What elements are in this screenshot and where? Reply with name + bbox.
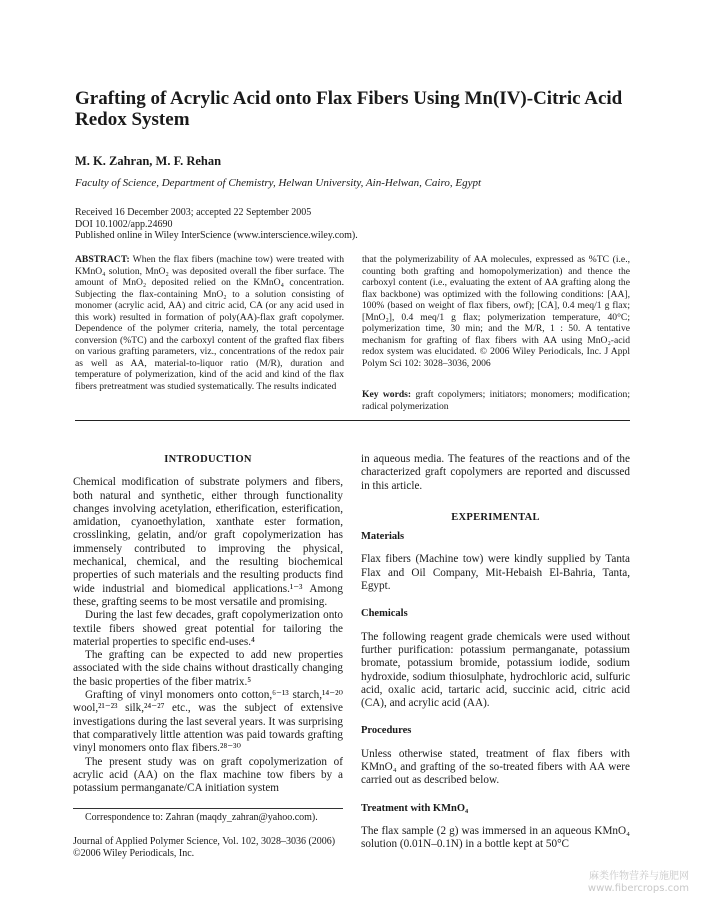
watermark-url: www.fibercrops.com [587, 883, 689, 894]
author-list: M. K. Zahran, M. F. Rehan [75, 154, 222, 168]
intro-paragraph-4: Grafting of vinyl monomers onto cotton,⁶⁻¹³ starch,¹⁴⁻²⁰ wool,²¹⁻²³ silk,²⁴⁻²⁷ etc., was the subject of extensive investigations during the last several years. It was surprising that comparatively little attention was paid towards grafting vinyl monomers onto flax fibers.²⁸⁻³⁰ [73, 689, 343, 755]
keywords-label: Key words: [362, 389, 412, 400]
watermark-chinese: 麻类作物营养与施肥网 [589, 871, 689, 882]
procedures-text: Unless otherwise stated, treatment of flax fibers with KMnO₄ and grafting of the so-treated fibers with AA were carried out as described below. [361, 747, 630, 787]
journal-citation [73, 836, 343, 860]
introduction-heading: INTRODUCTION [164, 454, 252, 465]
right-column [361, 453, 630, 852]
left-column [73, 453, 343, 795]
intro-paragraph-2: During the last few decades, graft copolymerization onto textile fibers showed great potential for tailoring the material properties to specific end-uses.⁴ [73, 609, 343, 648]
materials-text: Flax fibers (Machine tow) were kindly supplied by Tanta Flax and Oil Company, Mit-Hebaish El-Bahria, Tanta, Egypt. [361, 553, 630, 593]
experimental-heading: EXPERIMENTAL [451, 511, 540, 523]
correspondence-note: Correspondence to: Zahran (maqdy_zahran@yahoo.com). [85, 812, 318, 823]
materials-heading: Materials [361, 531, 405, 543]
affiliation: Faculty of Science, Department of Chemistry, Helwan University, Ain-Helwan, Cairo, Egypt [75, 177, 482, 189]
published-line: Published online in Wiley InterScience (www.interscience.wiley.com). [75, 230, 358, 241]
chemicals-heading: Chemicals [361, 608, 408, 620]
journal-line: Journal of Applied Polymer Science, Vol. 102, 3028–3036 (2006) [73, 836, 336, 847]
treatment-heading: Treatment with KMnO₄ [361, 802, 469, 814]
publication-dates [75, 207, 358, 242]
keywords-text: graft copolymers; initiators; monomers; modification; radical polymerization [362, 389, 630, 412]
copyright-line: ©2006 Wiley Periodicals, Inc. [73, 848, 195, 859]
chemicals-text: The following reagent grade chemicals were used without further purification: potassium permanganate, potassium bromate, potassium bromide, potassium iodide, sodium hydroxide, sodium thiosulphate, hydrochloric acid, sulfuric acid, oxalic acid, tartaric acid, succinic acid, citric acid (CA), and acrylic acid (AA). [361, 630, 630, 710]
treatment-text: The flax sample (2 g) was immersed in an aqueous KMnO₄ solution (0.01N–0.1N) in a bottle kept at 50°C [361, 824, 630, 851]
intro-continuation: in aqueous media. The features of the reactions and of the characterized graft copolymers are reported and discussed in this article. [361, 453, 630, 492]
article-title: Grafting of Acrylic Acid onto Flax Fibers Using Mn(IV)-Citric Acid Redox System [75, 88, 623, 130]
procedures-heading: Procedures [361, 725, 412, 737]
doi-line: DOI 10.1002/app.24690 [75, 218, 173, 230]
abstract-text-left: When the flax fibers (machine tow) were treated with KMnO₄ solution, MnO₂ was deposited overall the fiber surface. The amount of MnO₂ deposited relied on the KMnO₄ concentration. Subjecting the flax-containing MnO₂ to a solution consisting of monomer (acrylic acid, AA) and citric acid, CA (or any acid used in this work) resulted in formation of poly(AA)-flax graft copolymer. Dependence of the polymer criteria, namely, the total percentage conversion (%TC) and the carboxyl content of the grafted flax fibers on various grafting parameters, viz., concentrations of the redox pair as well as AA, material-to-liquor ratio (M/R), duration and temperature of polymerization, kind of the acid and kind of the flax fibers pretreatment was studied systematically. The results indicated [75, 254, 344, 393]
received-line: Received 16 December 2003; accepted 22 September 2005 [75, 207, 312, 218]
intro-paragraph-5: The present study was on graft copolymerization of acrylic acid (AA) on the flax machine tow fibers by a potassium permanganate/CA initiation system [73, 755, 343, 795]
keywords [362, 389, 630, 412]
abstract-label: ABSTRACT: [75, 254, 130, 265]
intro-paragraph-1: Chemical modification of substrate polymers and fibers, both natural and synthetic, either through functionality changes involving acetylation, etherification, esterification, amidation, cyanoethylation, xanthate ester formation, crosslinking, gelatin, and/or graft copolymerization has immensely contributed to improving the physical, mechanical, chemical, and the resulting biochemical properties of such materials and the resulting products find wide industrial and biomedical applications.¹⁻³ Among these, grafting seems to be most versatile and promising. [73, 476, 343, 608]
abstract-left [75, 254, 344, 393]
watermark [588, 871, 689, 895]
footnote-divider [73, 808, 343, 809]
abstract-right: that the polymerizability of AA molecules, expressed as %TC (i.e., counting both grafting and homopolymerization) and thence the carboxyl content (i.e., evaluating the extent of AA grafting along the flax backbone) was optimized with the following conditions: [AA], 100% (based on weight of flax fibers, owf); [CA], 0.4 meq/1 g flax; [MnO₂], 0.4 meq/1 g flax; polymerization temperature, 40°C; polymerization time, 30 min; and the M/R, 1 : 50. A tentative mechanism for grafting of flax fibers with AA using MnO₂-acid redox system was elucidated. © 2006 Wiley Periodicals, Inc. J Appl Polym Sci 102: 3028–3036, 2006 [362, 254, 630, 369]
abstract-divider [75, 420, 630, 421]
intro-paragraph-3: The grafting can be expected to add new properties associated with the side chains without drastically changing the basic properties of the fiber matrix.⁵ [73, 649, 343, 688]
